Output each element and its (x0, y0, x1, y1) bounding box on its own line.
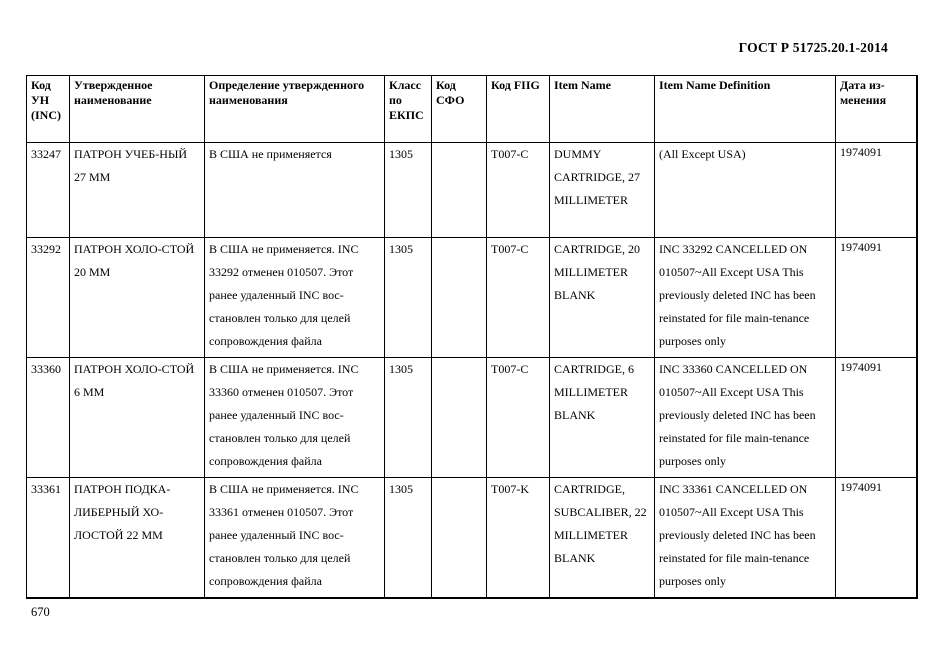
cell-inc: 33361 (27, 478, 70, 598)
cell-inc: 33292 (27, 238, 70, 358)
cell-item-name: DUMMY CARTRIDGE, 27 MILLIMETER (550, 143, 655, 238)
cell-approved-name: ПАТРОН ПОДКА-ЛИБЕРНЫЙ ХО-ЛОСТОЙ 22 ММ (70, 478, 205, 598)
header-ekps-class: Класс по ЕКПС (385, 76, 432, 143)
cell-class: 1305 (385, 238, 432, 358)
table-header-row (27, 76, 917, 143)
cell-approved-name: ПАТРОН УЧЕБ-НЫЙ 27 ММ (70, 143, 205, 238)
table-row (27, 143, 917, 238)
table-row (27, 238, 917, 358)
cell-item-definition: (All Except USA) (655, 143, 836, 238)
cell-class: 1305 (385, 143, 432, 238)
cell-change-date: 1974091 (836, 358, 917, 478)
cell-inc: 33247 (27, 143, 70, 238)
table-row (27, 478, 917, 598)
cell-class: 1305 (385, 358, 432, 478)
table-row (27, 358, 917, 478)
header-inc: Код УН (INC) (27, 76, 70, 143)
cell-sfo (432, 143, 487, 238)
cell-change-date: 1974091 (836, 143, 917, 238)
cell-change-date: 1974091 (836, 238, 917, 358)
cell-item-name: CARTRIDGE, SUBCALIBER, 22 MILLIMETER BLANK (550, 478, 655, 598)
header-approved-name: Утвержденное наименование (70, 76, 205, 143)
cell-fiig: T007-C (487, 358, 550, 478)
cell-definition: В США не применяется. INC 33360 отменен 010507. Этот ранее удаленный INC вос-становлен только для целей сопровождения файла (205, 358, 385, 478)
cell-item-definition: INC 33292 CANCELLED ON 010507~All Except USA This previously deleted INC has been reinstated for file main-tenance purposes only (655, 238, 836, 358)
header-item-name-definition: Item Name Definition (655, 76, 836, 143)
header-fiig-code: Код FIIG (487, 76, 550, 143)
cell-approved-name: ПАТРОН ХОЛО-СТОЙ 6 ММ (70, 358, 205, 478)
cell-definition: В США не применяется. INC 33292 отменен 010507. Этот ранее удаленный INC вос-становлен только для целей сопровождения файла (205, 238, 385, 358)
cell-item-name: CARTRIDGE, 6 MILLIMETER BLANK (550, 358, 655, 478)
cell-item-definition: INC 33361 CANCELLED ON 010507~All Except USA This previously deleted INC has been reinstated for file main-tenance purposes only (655, 478, 836, 598)
page-number: 670 (31, 605, 50, 619)
header-change-date: Дата из-менения (836, 76, 917, 143)
cell-fiig: T007-C (487, 238, 550, 358)
cell-inc: 33360 (27, 358, 70, 478)
cell-definition: В США не применяется. INC 33361 отменен 010507. Этот ранее удаленный INC вос-становлен только для целей сопровождения файла (205, 478, 385, 598)
header-name-definition: Определение утвержденного наименования (205, 76, 385, 143)
cell-fiig: T007-C (487, 143, 550, 238)
cell-class: 1305 (385, 478, 432, 598)
header-sfo-code: Код СФО (432, 76, 487, 143)
cell-approved-name: ПАТРОН ХОЛО-СТОЙ 20 ММ (70, 238, 205, 358)
cell-item-name: CARTRIDGE, 20 MILLIMETER BLANK (550, 238, 655, 358)
cell-sfo (432, 478, 487, 598)
cell-change-date: 1974091 (836, 478, 917, 598)
cell-sfo (432, 238, 487, 358)
cell-item-definition: INC 33360 CANCELLED ON 010507~All Except USA This previously deleted INC has been reinstated for file main-tenance purposes only (655, 358, 836, 478)
header-item-name: Item Name (550, 76, 655, 143)
cell-definition: В США не применяется (205, 143, 385, 238)
cell-fiig: T007-K (487, 478, 550, 598)
cell-sfo (432, 358, 487, 478)
catalog-table (26, 75, 918, 599)
document-standard-title: ГОСТ Р 51725.20.1-2014 (738, 40, 888, 55)
